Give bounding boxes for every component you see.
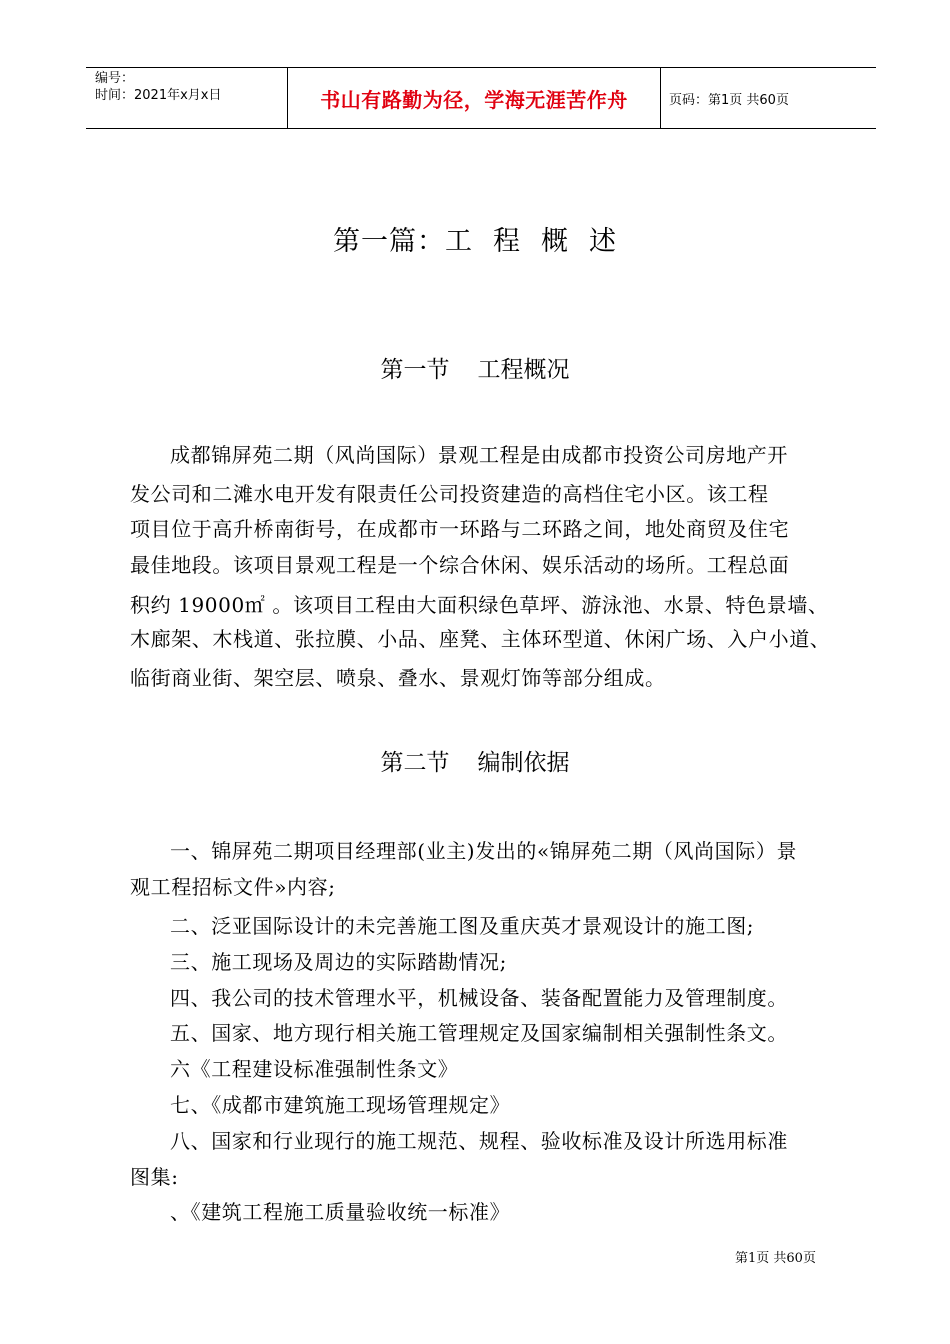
basis-item: 四、我公司的技术管理水平，机械设备、装备配置能力及管理制度。	[170, 986, 788, 1010]
section-number: 第二节	[380, 750, 450, 776]
document-time-label: 时间：2021年x月x日	[95, 88, 222, 103]
document-number-label: 编号：	[95, 71, 135, 86]
chapter-title-part: 程	[493, 226, 521, 257]
section-number: 第一节	[380, 357, 450, 383]
paragraph-line: 成都锦屏苑二期（风尚国际）景观工程是由成都市投资公司房地产开	[170, 443, 788, 467]
basis-item: 八、国家和行业现行的施工规范、规程、验收标准及设计所选用标准	[170, 1129, 788, 1153]
header-motto: 书山有路勤为径，学海无涯苦作舟	[320, 87, 628, 112]
section-title-overview	[0, 352, 950, 388]
basis-item: 、《建筑工程施工质量验收统一标准》	[170, 1200, 511, 1224]
basis-item: 图集:	[130, 1165, 179, 1189]
section-title-basis	[0, 745, 950, 781]
chapter-title-part: 概	[541, 226, 569, 257]
basis-item: 六《工程建设标准强制性条文》	[170, 1057, 459, 1081]
basis-item: 一、锦屏苑二期项目经理部(业主)发出的«锦屏苑二期（风尚国际）景	[170, 839, 798, 863]
chapter-title	[0, 220, 950, 264]
section-name: 工程概况	[477, 357, 570, 383]
basis-item: 三、施工现场及周边的实际踏勘情况;	[170, 950, 507, 974]
chapter-title-part: 述	[589, 226, 617, 257]
paragraph-line: 发公司和二滩水电开发有限责任公司投资建造的高档住宅小区。该工程	[130, 482, 769, 506]
paragraph-line: 木廊架、木栈道、张拉膜、小品、座凳、主体环型道、休闲广场、入户小道、	[130, 627, 831, 651]
basis-item: 观工程招标文件»内容;	[130, 875, 336, 899]
paragraph-line: 最佳地段。该项目景观工程是一个综合休闲、娱乐活动的场所。工程总面	[130, 553, 790, 577]
basis-item: 二、泛亚国际设计的未完善施工图及重庆英才景观设计的施工图;	[170, 914, 755, 938]
header-meta	[86, 68, 287, 128]
chapter-title-part: 第一篇：工	[333, 226, 473, 257]
section-name: 编制依据	[477, 750, 570, 776]
page-footer: 第1页 共60页	[735, 1251, 816, 1266]
paragraph-line: 项目位于高升桥南街号，在成都市一环路与二环路之间，地处商贸及住宅	[130, 517, 790, 541]
header-page-info: 页码：第1页 共60页	[669, 92, 789, 108]
basis-item: 七、《成都市建筑施工现场管理规定》	[170, 1093, 511, 1117]
paragraph-line: 临街商业街、架空层、喷泉、叠水、景观灯饰等部分组成。	[130, 666, 666, 690]
paragraph-line: 积约 19000㎡ 。该项目工程由大面积绿色草坪、游泳池、水景、特色景墙、	[130, 593, 829, 617]
page-header	[86, 67, 876, 129]
basis-item: 五、国家、地方现行相关施工管理规定及国家编制相关强制性条文。	[170, 1021, 788, 1045]
